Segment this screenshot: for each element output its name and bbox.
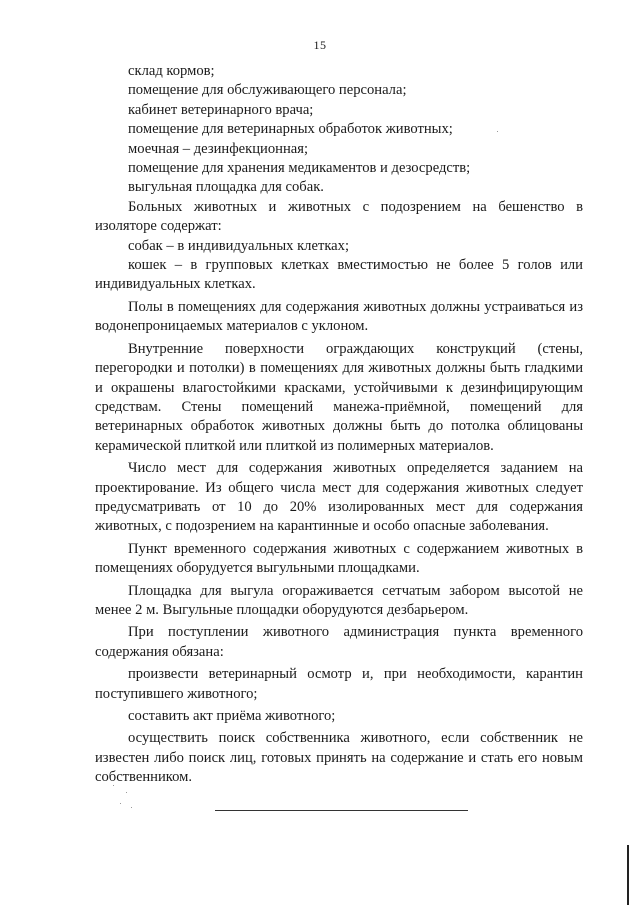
isolation-intro: Больных животных и животных с подозрением на бешенство в изоляторе содержат: xyxy=(95,198,583,235)
paragraph-admission-intro: При поступлении животного администрация пункта временного содержания обязана: xyxy=(95,624,583,660)
isolation-cats: кошек – в групповых клетках вместимостью не более 5 голов или индивидуальных клетках. xyxy=(95,257,583,293)
scan-speck xyxy=(497,131,498,132)
isolation-dogs: собак – в индивидуальных клетках; xyxy=(128,237,350,254)
list-item: выгульная площадка для собак. xyxy=(128,179,324,196)
paragraph-surfaces: Внутренние поверхности ограждающих конструкций (стены, перегородки и потолки) в помещениях для животных должны быть гладкими и окрашены влагостойкими красками, устойчивыми к дезинфицирующим средствам. Стены помещений манежа-приёмной, помещений для ветеринарных обработок животных должны быть до потолка облицованы керамической плиткой или плиткой из полимерных материалов. xyxy=(95,340,583,454)
list-item: помещение для обслуживающего персонала; xyxy=(128,82,407,99)
list-item: кабинет ветеринарного врача; xyxy=(128,101,314,118)
paragraph-owner-search: осуществить поиск собственника животного, если собственник не известен либо поиск лиц, готовых принять на содержание и стать его новым собственником. xyxy=(95,730,583,786)
list-item: помещение для хранения медикаментов и дезосредств; xyxy=(128,160,471,177)
paragraph-walking-areas: Пункт временного содержания животных с содержанием животных в помещениях оборудуется выгульными площадками. xyxy=(95,540,583,577)
page-number: 15 xyxy=(313,38,327,52)
scan-speck xyxy=(113,785,114,786)
scan-speck xyxy=(131,807,132,808)
scan-speck xyxy=(126,792,127,793)
list-item: помещение для ветеринарных обработок животных; xyxy=(128,121,453,138)
document-body xyxy=(95,62,583,788)
paragraph-places: Число мест для содержания животных определяется заданием на проектирование. Из общего числа мест для содержания животных следует предусматривать от 10 до 20% изолированных мест для содержания животных, с подозрением на карантинные и особо опасные заболевания. xyxy=(95,460,583,535)
paragraph-fence: Площадка для выгула огораживается сетчатым забором высотой не менее 2 м. Выгульные площадки оборудуются дезбарьером. xyxy=(95,582,583,618)
scan-speck xyxy=(120,803,121,804)
paragraph-vet-exam: произвести ветеринарный осмотр и, при необходимости, карантин поступившего животного; xyxy=(95,666,583,702)
list-item: склад кормов; xyxy=(128,63,215,79)
list-item: моечная – дезинфекционная; xyxy=(128,140,309,157)
footer-rule xyxy=(215,810,468,811)
scan-edge-mark xyxy=(627,845,629,905)
paragraph-act: составить акт приёма животного; xyxy=(128,708,336,724)
paragraph-floors: Полы в помещениях для содержания животных должны устраиваться из водонепроницаемых материалов с уклоном. xyxy=(95,298,583,335)
